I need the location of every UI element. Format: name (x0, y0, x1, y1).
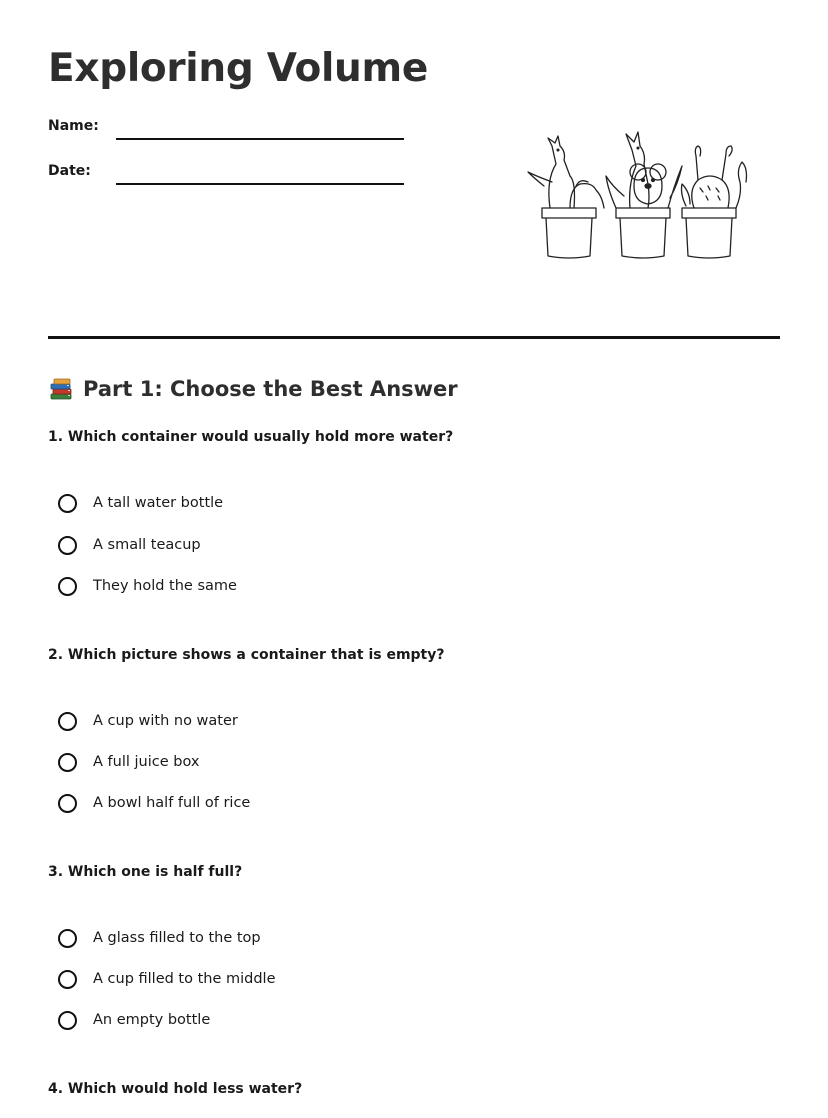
q3-option-2[interactable] (58, 967, 276, 991)
radio-circle-icon[interactable] (58, 794, 77, 813)
option-label: A full juice box (93, 754, 200, 770)
q3-option-3[interactable] (58, 1008, 210, 1032)
option-label: A tall water bottle (93, 495, 224, 511)
option-label: A cup filled to the middle (93, 971, 276, 987)
option-label: A glass filled to the top (93, 930, 261, 946)
radio-circle-icon[interactable] (58, 536, 77, 555)
section-title: Part 1: Choose the Best Answer (83, 377, 458, 401)
section-header (48, 374, 458, 404)
option-label: A cup with no water (93, 713, 238, 729)
section-divider (48, 336, 780, 339)
radio-circle-icon[interactable] (58, 929, 77, 948)
question-4: 4. Which would hold less water? (48, 1081, 303, 1097)
q1-option-2[interactable] (58, 533, 201, 557)
q2-option-3[interactable] (58, 791, 250, 815)
question-2: 2. Which picture shows a container that is empty? (48, 647, 445, 663)
q1-option-1[interactable] (58, 491, 223, 515)
name-input-line[interactable] (116, 138, 404, 140)
radio-circle-icon[interactable] (58, 753, 77, 772)
option-label: They hold the same (93, 578, 237, 594)
option-label: An empty bottle (93, 1012, 211, 1028)
option-label: A small teacup (93, 537, 201, 553)
name-label: Name: (48, 118, 99, 134)
date-input-line[interactable] (116, 183, 404, 185)
radio-circle-icon[interactable] (58, 712, 77, 731)
q2-option-2[interactable] (58, 750, 199, 774)
q1-option-3[interactable] (58, 574, 237, 598)
page-title: Exploring Volume (48, 46, 429, 91)
radio-circle-icon[interactable] (58, 577, 77, 596)
radio-circle-icon[interactable] (58, 494, 77, 513)
animals-in-pots-illustration (522, 124, 748, 262)
radio-circle-icon[interactable] (58, 1011, 77, 1030)
q3-option-1[interactable] (58, 926, 261, 950)
radio-circle-icon[interactable] (58, 970, 77, 989)
option-label: A bowl half full of rice (93, 795, 251, 811)
books-icon (48, 376, 74, 402)
date-label: Date: (48, 163, 91, 179)
question-1: 1. Which container would usually hold more water? (48, 429, 454, 445)
q2-option-1[interactable] (58, 709, 238, 733)
question-3: 3. Which one is half full? (48, 864, 243, 880)
